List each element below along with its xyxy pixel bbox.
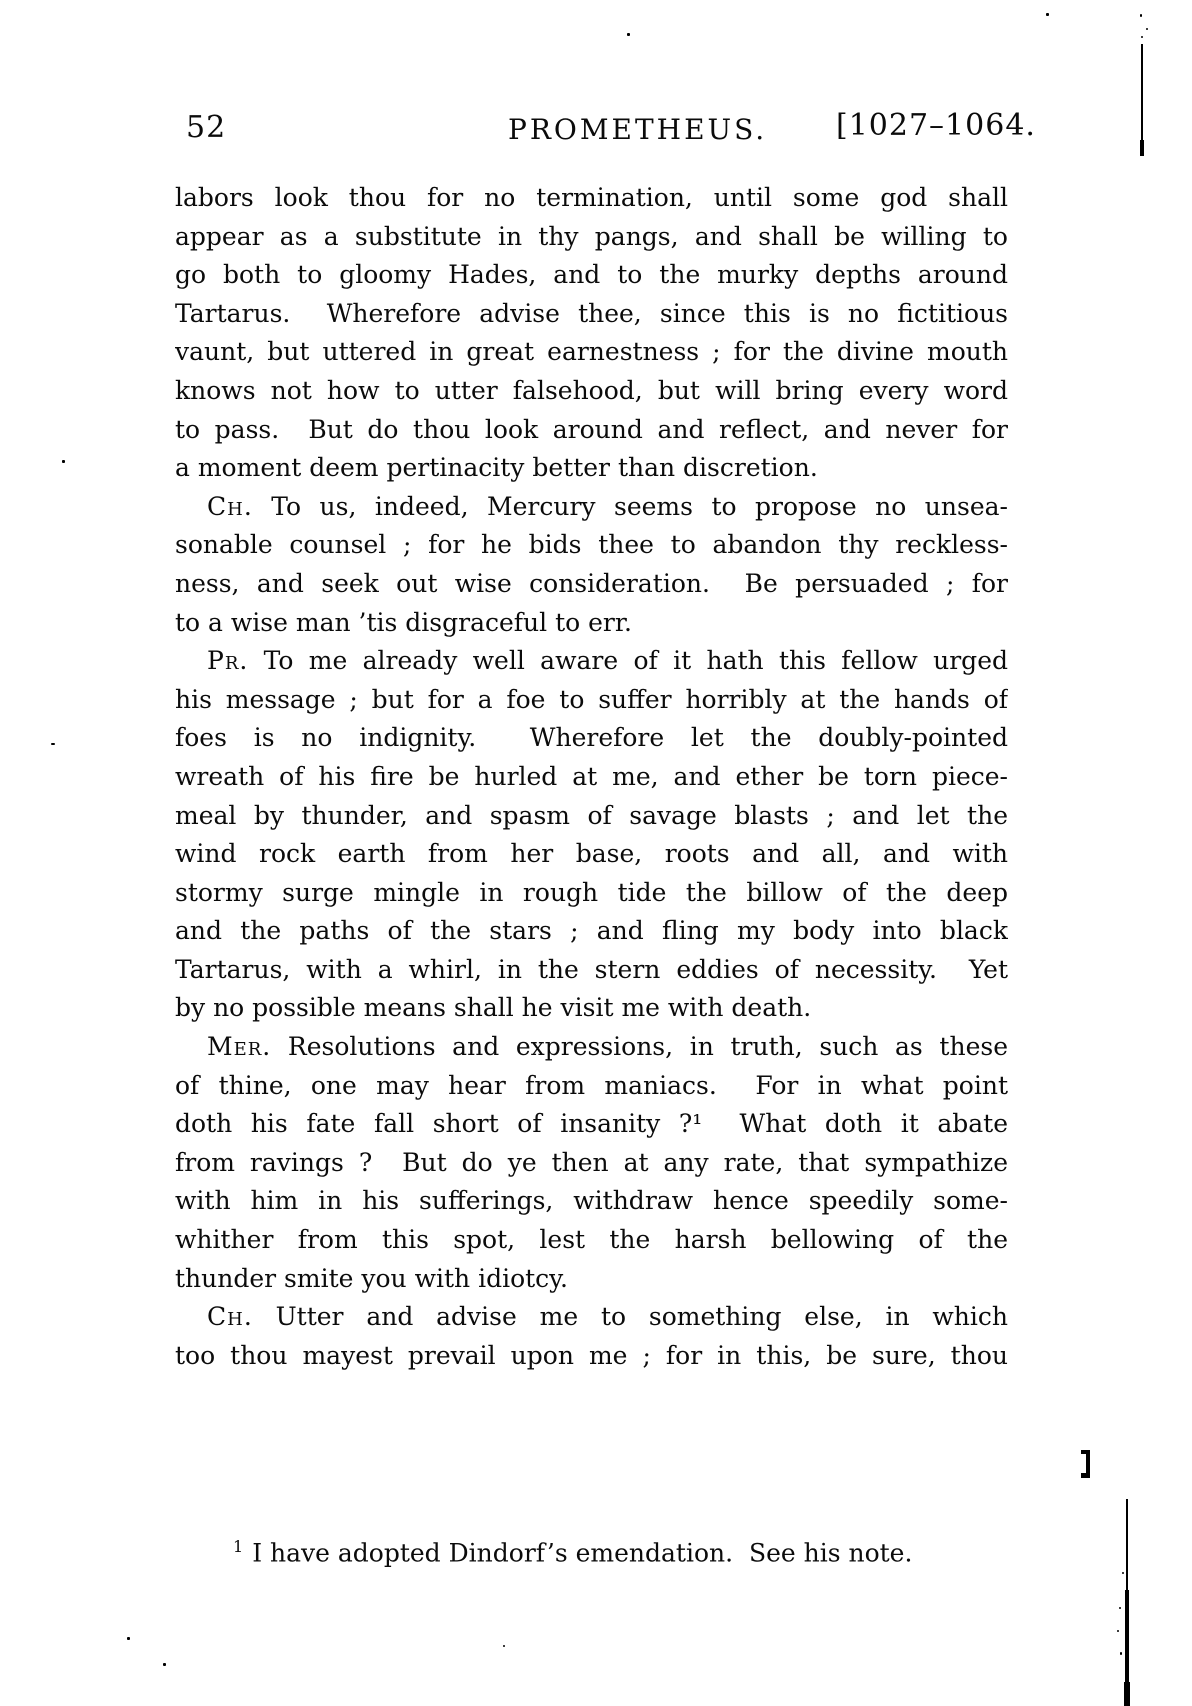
text-line: to a wise man ’tis disgraceful to err. [175,607,633,637]
scan-speck [1120,1652,1122,1655]
text-line: doth his fate fall short of insanity ?¹ What doth it abate [175,1109,1008,1139]
text-line: wind rock earth from her base, roots and all, and with [175,839,1008,869]
text-line: Ch. Utter and advise me to something else, in which [207,1302,1008,1332]
paragraph [175,642,1008,1028]
paragraph [175,488,1008,642]
text-line: Pr. To me already well aware of it hath this fellow urged [207,646,1008,676]
text-line: go both to gloomy Hades, and to the murky depths around [175,260,1008,290]
text-line: knows not how to utter falsehood, but will bring every word [175,375,1008,405]
scan-speck [1119,1607,1121,1609]
scan-speck [1141,36,1143,38]
scan-speck [503,1645,505,1647]
text-line: vaunt, but uttered in great earnestness ; for the divine mouth [175,337,1008,367]
scan-speck [1140,14,1142,17]
body-text [175,179,1008,1375]
text-line: a moment deem pertinacity better than discretion. [175,453,818,483]
speaker-label: Mer. [207,1032,272,1062]
text-line: labors look thou for no termination, until some god shall [175,183,1008,212]
footnote [233,1537,912,1567]
page-number: 52 [186,110,227,145]
text-line: of thine, one may hear from maniacs. For in what point [175,1070,1008,1100]
paragraph [175,1298,1008,1375]
speaker-label: Ch. [207,491,253,521]
scan-edge-rule-top [1141,44,1143,156]
text-line: meal by thunder, and spasm of savage blasts ; and let the [175,800,1008,830]
speaker-label: Ch. [207,1302,253,1332]
text-line: ness, and seek out wise consideration. Be persuaded ; for [175,568,1008,598]
text-line: Tartarus, with a whirl, in the stern eddies of necessity. Yet [175,954,1008,984]
scan-speck [627,33,630,36]
scan-speck [62,460,65,463]
text-line: his message ; but for a foe to suffer horribly at the hands of [175,684,1008,714]
text-line: from ravings ? But do ye then at any rate, that sympathize [175,1147,1008,1177]
text-line: and the paths of the stars ; and fling my body into black [175,916,1008,946]
scan-artifact-blob [1081,1450,1090,1478]
scan-speck [163,1663,166,1666]
text-line: to pass. But do thou look around and reflect, and never for [175,414,1008,444]
text-line: sonable counsel ; for he bids thee to abandon thy reckless- [175,530,1008,560]
scan-speck [51,743,55,745]
text-line: thunder smite you with idiotcy. [175,1263,568,1293]
text-line: Mer. Resolutions and expressions, in truth, such as these [207,1032,1008,1062]
scan-speck [1046,13,1049,16]
text-line: whither from this spot, lest the harsh bellowing of the [175,1225,1008,1255]
scan-speck [127,1637,130,1640]
text-line: too thou mayest prevail upon me ; for in this, be sure, thou [175,1340,1008,1370]
text-line: Ch. To us, indeed, Mercury seems to propose no unsea- [207,491,1008,521]
text-line: wreath of his fire be hurled at me, and ether be torn piece- [175,761,1008,791]
running-title: PROMETHEUS. [508,113,768,146]
scan-speck [1146,28,1148,30]
footnote-marker: 1 [233,1537,244,1556]
text-line: Tartarus. Wherefore advise thee, since this is no fictitious [175,298,1008,328]
text-line: appear as a substitute in thy pangs, and shall be willing to [175,221,1008,251]
paragraph [175,1028,1008,1298]
line-range-reference: [1027–1064. [836,108,1036,143]
speaker-label: Pr. [207,646,249,676]
text-line: with him in his sufferings, withdraw hence speedily some- [175,1186,1008,1216]
scan-speck [1122,1572,1124,1574]
text-line: stormy surge mingle in rough tide the billow of the deep [175,877,1008,907]
scan-edge-rule-bottom [1126,1499,1128,1706]
footnote-text: I have adopted Dindorf’s emendation. See his note. [252,1538,913,1568]
text-line: foes is no indignity. Wherefore let the doubly-pointed [175,723,1008,753]
text-line: by no possible means shall he visit me with death. [175,993,812,1023]
paragraph [175,179,1008,488]
scan-speck [1117,1630,1119,1632]
